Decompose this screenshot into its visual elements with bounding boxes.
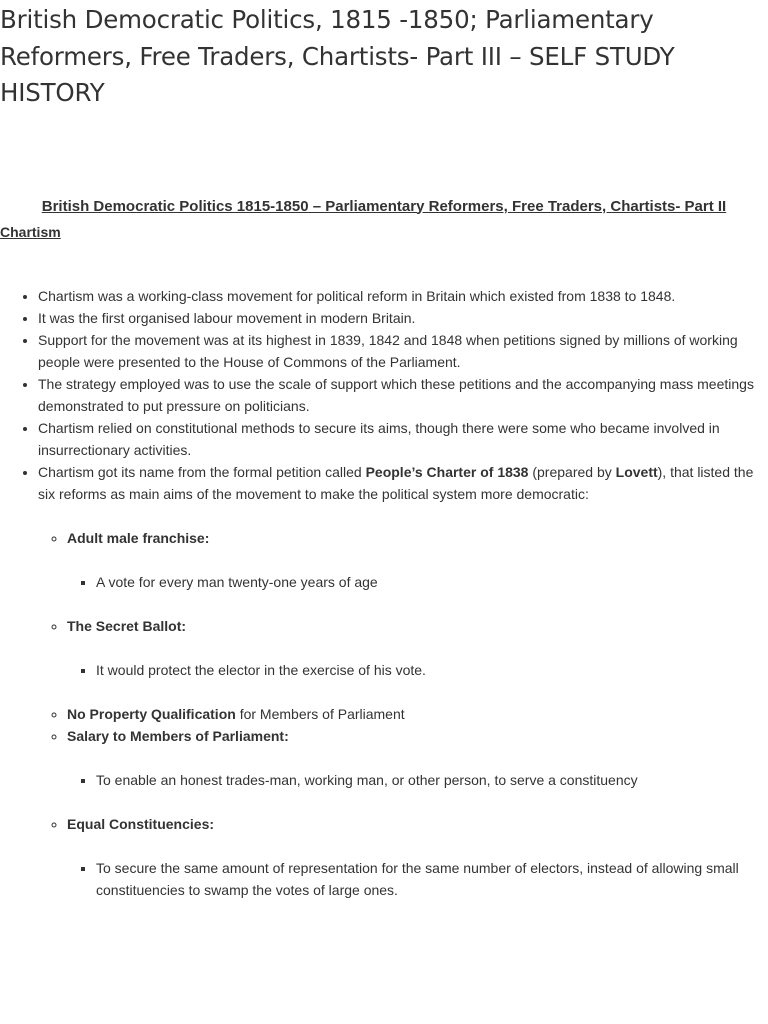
reform-item bbox=[67, 725, 768, 791]
previous-part-link-container bbox=[0, 194, 768, 219]
reform-detail: ▪ To secure the same amount of representation for the same number of electors, instead of allowing small constituencies to swamp the votes of large ones. bbox=[96, 857, 768, 901]
reform-detail-list bbox=[67, 659, 768, 681]
chartism-points-list bbox=[0, 285, 768, 901]
reform-title: No Property Qualification bbox=[67, 705, 236, 722]
reform-item bbox=[67, 703, 768, 725]
reform-title: Salary to Members of Parliament: bbox=[67, 727, 289, 744]
charter-text-2: (prepared by bbox=[528, 463, 616, 480]
list-item: • Chartism was a working-class movement for political reform in Britain which existed from 1838 to 1848. bbox=[38, 285, 768, 307]
reform-title: Equal Constituencies: bbox=[67, 815, 215, 832]
reform-detail-list bbox=[67, 769, 768, 791]
charter-author: Lovett bbox=[615, 463, 658, 480]
reform-detail: ▪ To enable an honest trades-man, working man, or other person, to serve a constituency bbox=[96, 769, 768, 791]
charter-text-3: ), that listed the six reforms as main aims of the movement to make the political system more democratic: bbox=[38, 463, 754, 502]
reform-title: The Secret Ballot: bbox=[67, 617, 187, 634]
list-item-charter bbox=[38, 461, 768, 901]
section-label-chartism: Chartism bbox=[0, 223, 61, 240]
reform-suffix: for Members of Parliament bbox=[235, 705, 405, 722]
reform-detail-list bbox=[67, 571, 768, 593]
list-item: • Chartism relied on constitutional methods to secure its aims, though there were some who became involved in insurrectionary activities. bbox=[38, 417, 768, 461]
charter-text-1: Chartism got its name from the formal petition called bbox=[38, 463, 366, 480]
reform-item bbox=[67, 813, 768, 901]
reform-title: Adult male franchise: bbox=[67, 529, 210, 546]
page-title: British Democratic Politics, 1815 -1850; Parliamentary Reformers, Free Traders, Chartists- Part III – SELF STUDY HISTORY bbox=[0, 5, 675, 107]
reform-item bbox=[67, 527, 768, 593]
list-item: • The strategy employed was to use the scale of support which these petitions and the accompanying mass meetings demonstrated to put pressure on politicians. bbox=[38, 373, 768, 417]
reform-detail: ▪ A vote for every man twenty-one years of age bbox=[96, 571, 768, 593]
list-item: • Support for the movement was at its highest in 1839, 1842 and 1848 when petitions signed by millions of working people were presented to the House of Commons of the Parliament. bbox=[38, 329, 768, 373]
list-item: • It was the first organised labour movement in modern Britain. bbox=[38, 307, 768, 329]
reform-detail-list bbox=[67, 857, 768, 901]
reforms-list bbox=[38, 527, 768, 901]
previous-part-link[interactable]: British Democratic Politics 1815-1850 – Parliamentary Reformers, Free Traders, Chartists- Part II bbox=[41, 197, 727, 215]
charter-name: People’s Charter of 1838 bbox=[365, 463, 529, 480]
reform-detail: ▪ It would protect the elector in the exercise of his vote. bbox=[96, 659, 768, 681]
reform-item bbox=[67, 615, 768, 681]
